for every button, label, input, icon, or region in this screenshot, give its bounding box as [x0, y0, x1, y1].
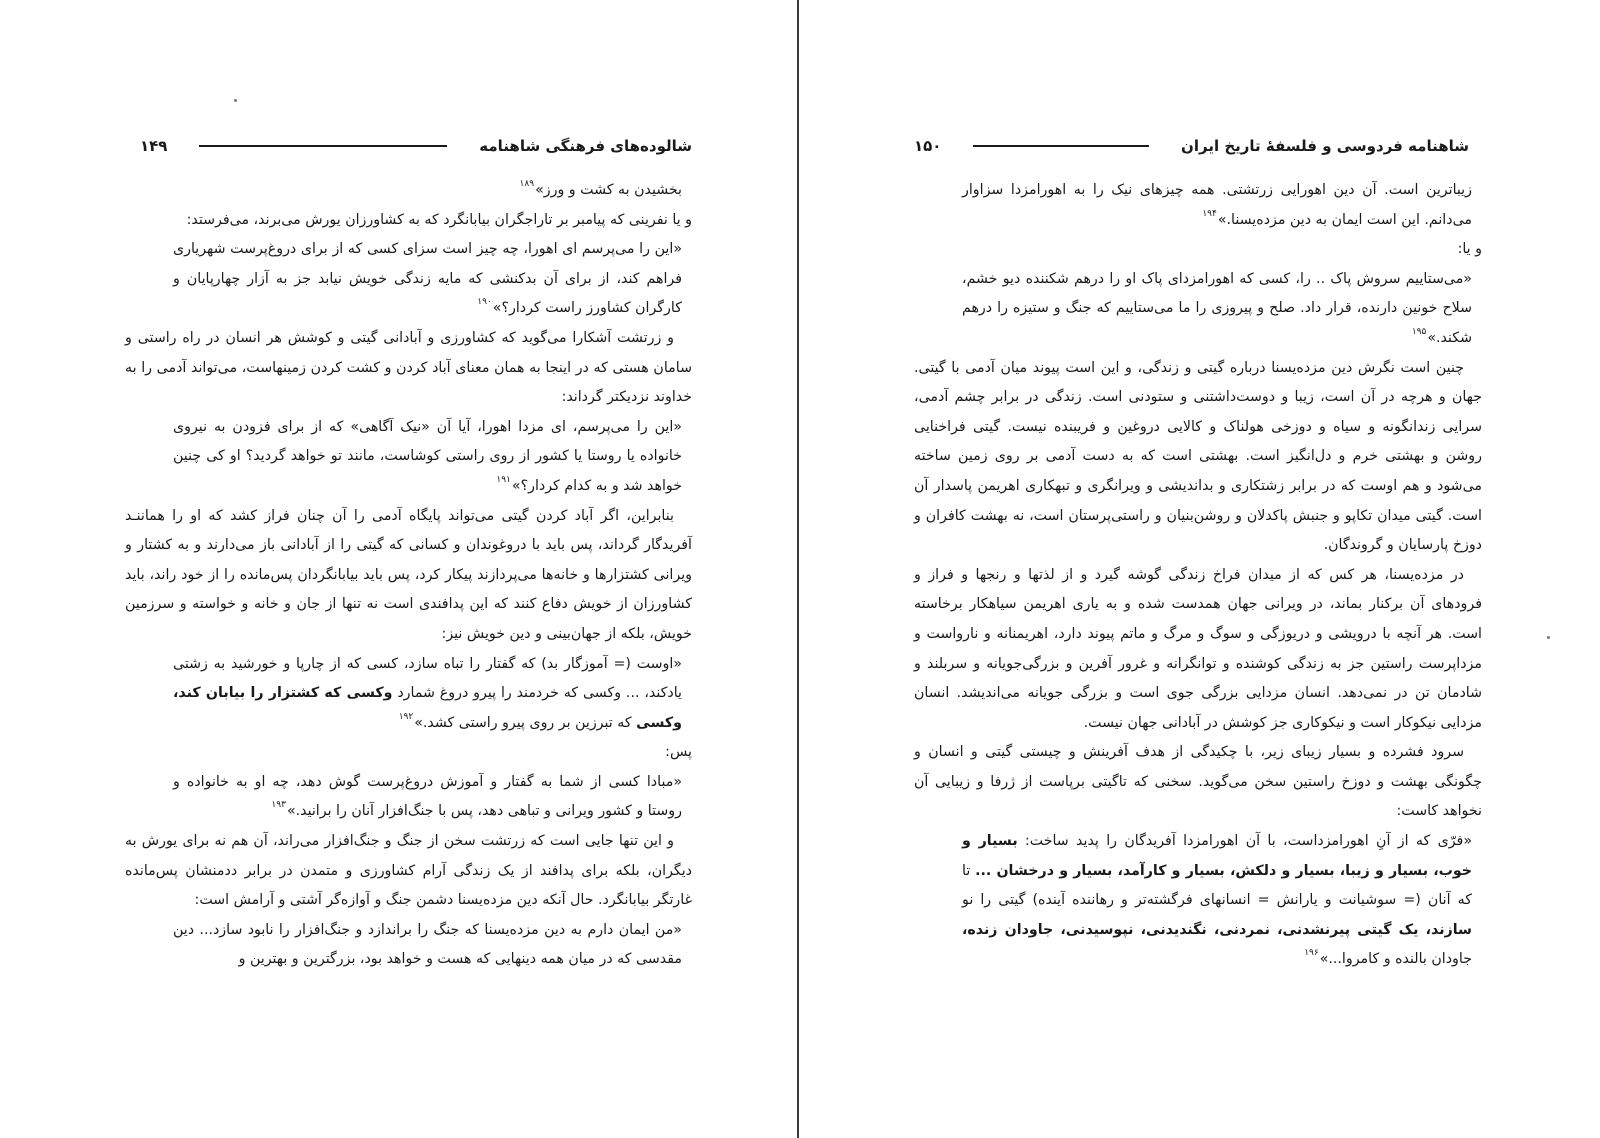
quote-continuation: بخشیدن به کشت و ورز»$^{۱۸۹}$	[519, 179, 682, 198]
footnote-ref: ۱۹۶	[1304, 948, 1319, 959]
quote-continuation: زیباترین است. آن دین اهورایی زرتشتی. همه چیزهای نیک را به اهورامزدا سزاوار می‌دانم. این است ایمان به دین مزده‌یسنا.»$^{۱۹۴}$	[962, 182, 1472, 228]
paragraph: سرود فشرده و بسیار زیبای زیر، با چکیدگی از هدف آفرینش و چیستی گیتی و انسان و چگونگی بهشت و دوزخ راستین سخن می‌گوید. سخنی که تاگیتی برپاست از ژرفا و زیبایی آن نخواهد کاست:	[914, 744, 1482, 820]
paragraph: پس:	[665, 744, 692, 761]
paragraph: و زرتشت آشکارا می‌گوید که کشاورزی و آبادانی گیتی و کوشش هر انسان در راه راستی و سامان هستی که در اینجا به همان معنای آباد کردن و کشت کردن زمینهاست، می‌تواند آدمی را به خداوند نزدیکتر گرداند:	[125, 329, 692, 406]
quotation: «این را می‌پرسم ای اهورا، چه چیز است سزای کسی که از برای دروغ‌پرست شهریاری فراهم کند، از برای آن بدکنشی که مایه زندگی خویش نیابد جز به آزار چهارپایان و کارگران کشاورز راست کردار؟»$^{۱۹۰}$	[173, 241, 682, 317]
left-page	[0, 0, 797, 1138]
footnote-ref: ۱۹۱	[496, 474, 511, 485]
quotation: «اوست (= آموزگار بد) که گفتار را تباه سازد، کسی که از چارپا و خورشید به زشتی یادکند، ... وکسی که خردمند را پیرو دروغ شمارد وکسی که کشتزار را بیابان کند، وکسی که تبرزین بر روی پیرو راستی کشد.»$^{۱۹۲}$	[173, 655, 682, 731]
right-page-header	[914, 132, 1469, 160]
paragraph: و یا:	[1457, 241, 1482, 258]
left-page-header	[140, 132, 692, 160]
scan-speck	[1547, 636, 1550, 639]
header-rule	[973, 145, 1149, 147]
footnote-ref: ۱۹۲	[398, 711, 414, 722]
page-number: ۱۴۹	[140, 137, 168, 155]
quotation: «این را می‌پرسم، ای مزدا اهورا، آیا آن «نیک آگاهی» که از برای فزودن به نیروی خانواده یا روستا یا کشور از روی راستی کوشاست، مانند تو خواهد گردید؟ او کی چنین خواهد شد و به کدام کردار؟»$^{۱۹۱}$	[173, 418, 682, 494]
paragraph: چنین است نگرش دین مزده‌یسنا درباره گیتی و زندگی، و این است پیوند میان آدمی با گیتی. جهان و هرچه در آن است، زیبا و دوست‌داشتنی و ستودنی است. زندگی در برابر چشم آدمی، سرایی زندانگونه و سیاه و دوزخی هولناک و کالایی دروغین و فریبنده نیست. گیتی فراخنایی روشن و بهشتی خرم و دل‌انگیز است. بهشتی است که به دست آدمی بر روی زمین ساخته می‌شود و هم اوست که در برابر زشتکاری و بداندیشی و ویرانگری و تبهکاری اهریمن پاسدار آن است. گیتی میدان تکاپو و جنبش پاکدلان و روشن‌بنیان و راستی‌پرستان است، نه بهشت کافران و دوزخ پارسایان و گروندگان.	[914, 359, 1482, 554]
right-page-body	[914, 176, 1482, 975]
header-rule	[199, 145, 447, 147]
paragraph: و این تنها جایی است که زرتشت سخن از جنگ و جنگ‌افزار می‌راند، آن هم نه برای یورش به دیگران، بلکه برای پدافند از یک زندگی آرام کشاورزی و متمدن در برابر ددمنشان پس‌مانده غارتگر بیابانگرد. حال آنکه دین مزده‌یسنا دشمن جنگ و آوازه‌گر آشتی و آرامش است:	[125, 833, 692, 909]
running-head: شاهنامه فردوسی و فلسفهٔ تاریخ ایران	[1181, 137, 1469, 155]
right-page	[799, 0, 1600, 1138]
footnote-ref: ۱۹۵	[1411, 326, 1427, 337]
quotation: «مبادا کسی از شما به گفتار و آموزش دروغ‌پرست گوش دهد، چه او به خانواده و روستا و کشور ویرانی و تباهی دهد، پس با جنگ‌افزار آنان را برانید.»$^{۱۹۳}$	[173, 773, 682, 820]
footnote-ref: ۱۹۰	[477, 297, 492, 308]
footnote-ref: ۱۹۴	[1202, 208, 1217, 219]
quotation: «فرّی که از آنِ اهورامزداست، با آن اهورامزدا آفریدگان را پدید ساخت: بسیار و خوب، بسیار و زیبا، بسیار و دلکش، بسیار و کارآمد، بسیار و درخشان ... تا که آنان (= سوشیانت و یارانش = انسانهای فرگشته‌تر و رهاننده آینده) گیتی را نو سازند، یک گیتی پیرنشدنی، نمردنی، نگندیدنی، نپوسیدنی، جاودان زنده، جاودان بالنده و کامروا...»$^{۱۹۶}$	[962, 833, 1473, 968]
paragraph: و یا نفرینی که پیامبر بر تاراجگران بیابانگرد که به کشاورزان یورش می‌برند، می‌فرستد:	[186, 211, 692, 228]
left-page-body	[125, 176, 692, 975]
quotation: «می‌ستاییم سروش پاک .. را، کسی که اهورامزدای پاک او را درهم شکننده دیو خشم، سلاح خونین دارنده، قرار داد. صلح و پیروزی را ما می‌ستاییم که جنگ و ستیزه را درهم شکند.»$^{۱۹۵}$	[962, 270, 1472, 346]
scan-speck	[234, 99, 237, 102]
paragraph: در مزده‌یسنا، هر کس که از میدان فراخ زندگی گوشه گیرد و از لذتها و رنجها و فراز و فرودهای آن برکنار بماند، در ویرانی جهان همدست شده و به یاری اهریمن سیاهکار برخاسته است. هر آنچه با درویشی و دریوزگی و سوگ و مرگ و ماتم پیوند دارد، اهریمنانه و نارواست و مزداپرست راستین جز به زندگی کوشنده و توانگرانه و غرور آفرین و بزرگی‌جویانه و سربلند و شادمان تن در نمی‌دهد. انسان مزدایی بزرگی جوی است و بزرگی جویانه می‌اندیشد. انسان مزدایی نیکوکار است و نیکوکاری جز کوشش در آبادانی جهان نیست.	[914, 566, 1482, 731]
running-head: شالوده‌های فرهنگی شاهنامه	[479, 137, 692, 155]
paragraph: بنابراین، اگر آباد کردن گیتی می‌تواند پایگاه آدمی را آن چنان فراز کشد که او را هماننـد آفریدگار گرداند، پس باید با دروغوندان و کسانی که گیتی را از آبادانی باز می‌دارند و به کشتار و ویرانی کشتزارها و خانه‌ها می‌پردازند پیکار کرد، پس باید بیابانگردان پس‌مانده را از خود راند، باید کشاورزان از خویش دفاع کنند که این پدافندی است نه تنها از جان و خانه و خواسته و سرزمین خویش، بلکه از جهان‌بینی و دین خویش نیز:	[125, 507, 692, 642]
quotation: «من ایمان دارم به دین مزده‌یسنا که جنگ را براندازد و جنگ‌افزار را نابود سازد... دین مقدسی که در میان همه دینهایی که هست و خواهد بود، بزرگترین و بهترین و	[173, 921, 682, 968]
footnote-ref: ۱۸۹	[519, 179, 535, 189]
page-number: ۱۵۰	[914, 137, 942, 155]
footnote-ref: ۱۹۳	[271, 800, 286, 811]
